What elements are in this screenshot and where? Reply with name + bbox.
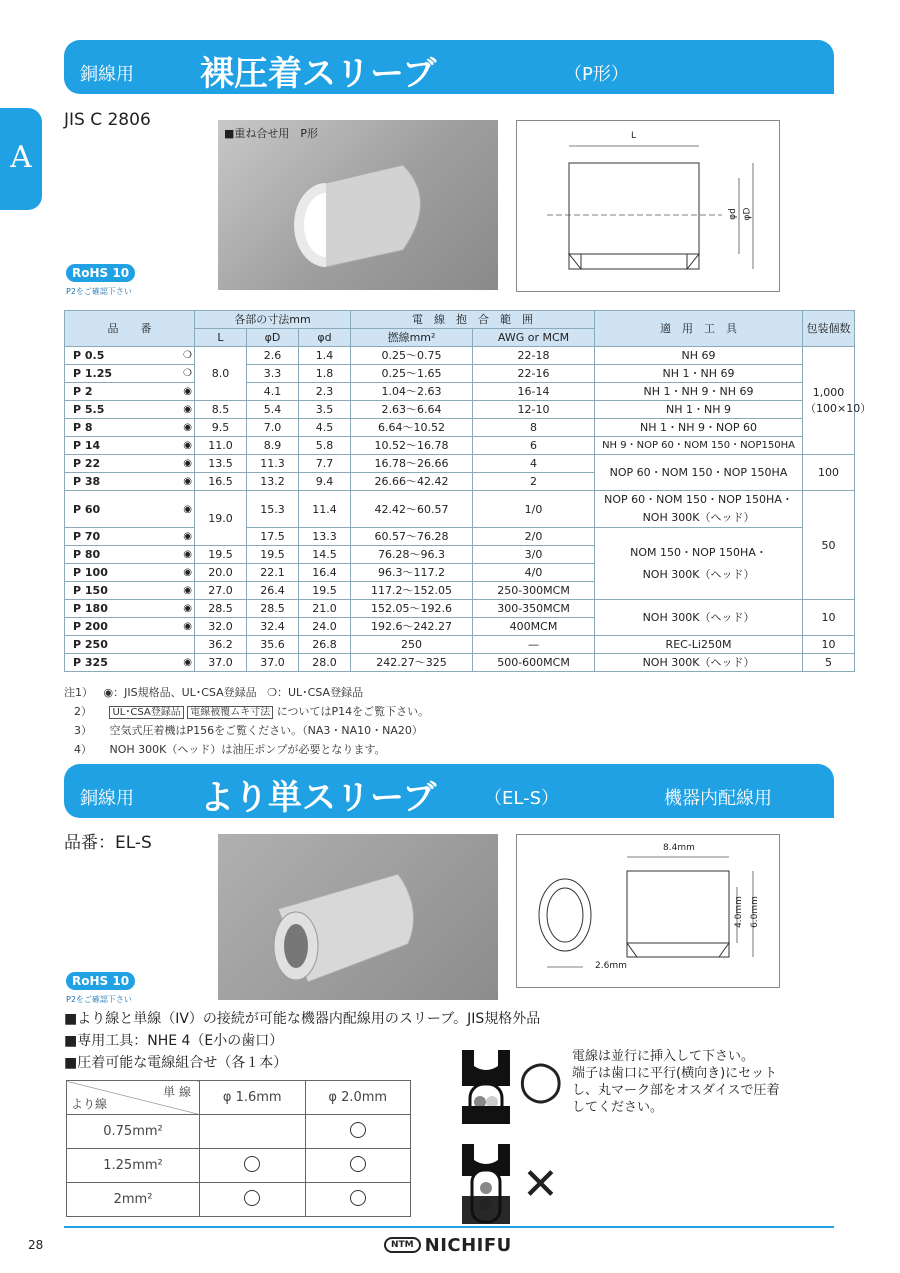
table-row	[65, 491, 855, 528]
tool-line: NOH 300K（ヘッド）	[642, 511, 755, 524]
dim-D: φD	[742, 207, 753, 221]
cell-L: 13.5	[195, 455, 247, 473]
el-s-hinban: 品番：EL-S	[64, 833, 152, 853]
bullet-description: ■より線と単線（IV）の接続が可能な機器内配線用のスリーブ。JIS規格外品	[64, 1011, 541, 1027]
instruction-line: 端子は歯口に平行(横向き)にセット	[572, 1066, 778, 1081]
col-header: φ 2.0mm	[305, 1081, 411, 1115]
cell-D: 8.9	[247, 437, 299, 455]
cell-L: 36.2	[195, 636, 247, 654]
cell-d: 1.4	[299, 347, 351, 365]
note-label: 3）	[74, 724, 92, 737]
section1-banner	[64, 40, 834, 94]
cell-tool: NOH 300K（ヘッド）	[595, 654, 803, 672]
combo-cell	[200, 1115, 306, 1149]
cell-L: 27.0	[195, 582, 247, 600]
cell-awg: 500-600MCM	[473, 654, 595, 672]
cell-tool: NH 1・NH 9・NOP 60	[595, 419, 803, 437]
cert-mark: ❍	[183, 368, 192, 379]
note-text: 空気式圧着機はP156をご覧ください。（NA3・NA10・NA20）	[109, 724, 423, 737]
note-label: 2）	[74, 705, 92, 718]
cell-mm2: 192.6～242.27	[351, 618, 473, 636]
rohs-badge: RoHS 10	[66, 972, 135, 990]
dimension-drawing-el-s	[516, 834, 780, 988]
cell-d: 4.5	[299, 419, 351, 437]
note-text: NOH 300K（ヘッド）は油圧ポンプが必要となります。	[109, 743, 386, 756]
logo-badge: NTM	[384, 1237, 421, 1253]
cert-mark: ◉	[183, 404, 192, 415]
cell-d: 1.8	[299, 365, 351, 383]
cert-mark: ◉	[183, 567, 192, 578]
logo-text: NICHIFU	[424, 1234, 512, 1256]
tool-line: NOH 300K（ヘッド）	[642, 567, 755, 581]
cell-pack: 5	[803, 654, 855, 672]
cell-awg: 12-10	[473, 401, 595, 419]
cell-awg: 2	[473, 473, 595, 491]
cell-mm2: 152.05～192.6	[351, 600, 473, 618]
jis-standard: JIS C 2806	[64, 110, 151, 130]
product-photo-el-s	[218, 834, 498, 1000]
cell-L: 19.0	[195, 491, 247, 546]
sleeve-photo-icon	[218, 120, 498, 290]
section2-title: より単スリーブ	[200, 778, 437, 818]
row-label: 0.75mm²	[67, 1115, 200, 1149]
cell-d: 3.5	[299, 401, 351, 419]
rohs-note: P2をご確認下さい	[66, 287, 132, 296]
bullet-combination: ■圧着可能な電線組合せ（各１本）	[64, 1055, 288, 1071]
cell-D: 3.3	[247, 365, 299, 383]
col-mm2: 撚線mm²	[351, 329, 473, 347]
table-row	[67, 1149, 411, 1183]
cell-mm2: 10.52～16.78	[351, 437, 473, 455]
cell-mm2: 96.3～117.2	[351, 564, 473, 582]
cell-D: 26.4	[247, 582, 299, 600]
ok-circle-icon	[350, 1122, 366, 1138]
part-number: P 200	[73, 620, 108, 633]
cell-mm2: 6.64～10.52	[351, 419, 473, 437]
cert-mark: ◉	[183, 422, 192, 433]
note-text: についてはP14をご覧下さい。	[276, 705, 430, 718]
section1-tag: （P形）	[564, 64, 629, 85]
section2-banner	[64, 764, 834, 818]
cell-tool: REC-Li250M	[595, 636, 803, 654]
ok-circle-icon	[244, 1156, 260, 1172]
cell-D: 5.4	[247, 401, 299, 419]
corner-top: 単 線	[163, 1085, 191, 1099]
table-row	[67, 1115, 411, 1149]
cell-L: 16.5	[195, 473, 247, 491]
cert-mark: ◉	[183, 458, 192, 469]
cell-awg: 8	[473, 419, 595, 437]
cell-mm2: 250	[351, 636, 473, 654]
cell-tool	[595, 528, 803, 600]
cell-mm2: 26.66～42.42	[351, 473, 473, 491]
cell-L: 11.0	[195, 437, 247, 455]
cell-D: 32.4	[247, 618, 299, 636]
part-number: P 8	[73, 421, 93, 434]
note-2	[74, 703, 429, 719]
cert-mark: ◉	[183, 531, 192, 542]
col-range: 電 線 抱 合 範 囲	[351, 311, 595, 329]
cell-tool: NH 1・NH 69	[595, 365, 803, 383]
cell-mm2: 0.25～0.75	[351, 347, 473, 365]
part-number: P 180	[73, 602, 108, 615]
cell-awg: 300-350MCM	[473, 600, 595, 618]
cell-tool	[595, 491, 803, 528]
cell-awg: 22-18	[473, 347, 595, 365]
cell-pack: 10	[803, 636, 855, 654]
table-row	[65, 654, 855, 672]
cell-D: 17.5	[247, 528, 299, 546]
pack-value-detail: （100×10）	[805, 401, 872, 415]
note-4	[74, 741, 385, 757]
dim-length: 8.4mm	[663, 843, 695, 853]
instruction-line: し、丸マーク部をオスダイスで圧着	[572, 1083, 780, 1098]
cell-D: 15.3	[247, 491, 299, 528]
cell-awg: 2/0	[473, 528, 595, 546]
cell-awg: 3/0	[473, 546, 595, 564]
cell-d: 9.4	[299, 473, 351, 491]
crimp-correct-icon	[456, 1046, 516, 1126]
cell-mm2: 117.2～152.05	[351, 582, 473, 600]
cell-awg: 4/0	[473, 564, 595, 582]
cell-awg: 1/0	[473, 491, 595, 528]
cell-d: 19.5	[299, 582, 351, 600]
cell-tool: NOP 60・NOM 150・NOP 150HA	[595, 455, 803, 491]
page-number: 28	[28, 1238, 44, 1252]
part-number: P 80	[73, 548, 101, 561]
tool-line: NOP 60・NOM 150・NOP 150HA・	[604, 493, 793, 506]
cell-L: 19.5	[195, 546, 247, 564]
cell-pack: 50	[803, 491, 855, 600]
combo-cell	[305, 1183, 411, 1217]
combo-cell	[200, 1183, 306, 1217]
note-3	[74, 722, 423, 738]
table-row	[65, 437, 855, 455]
dimension-drawing-p	[516, 120, 780, 292]
cert-mark: ◉	[183, 603, 192, 614]
rohs-note: P2をご確認下さい	[66, 995, 132, 1004]
cell-awg: 400MCM	[473, 618, 595, 636]
ng-mark: ✕	[522, 1159, 559, 1210]
product-photo-p	[218, 120, 498, 290]
cert-mark: ◉	[183, 386, 192, 397]
cell-tool: NH 1・NH 9・NH 69	[595, 383, 803, 401]
cell-tool: NH 9・NOP 60・NOM 150・NOP150HA	[595, 437, 803, 455]
ok-circle-icon	[350, 1190, 366, 1206]
cell-mm2: 76.28～96.3	[351, 546, 473, 564]
part-number: P 325	[73, 656, 108, 669]
table-row	[65, 347, 855, 365]
col-tool: 適 用 工 具	[595, 311, 803, 347]
cell-D: 28.5	[247, 600, 299, 618]
table-row	[65, 419, 855, 437]
cell-awg: 250-300MCM	[473, 582, 595, 600]
cell-mm2: 60.57～76.28	[351, 528, 473, 546]
dim-outer: 6.0mm	[749, 896, 760, 928]
dim-L: L	[631, 131, 637, 141]
cell-d: 21.0	[299, 600, 351, 618]
part-number: P 14	[73, 439, 101, 452]
table-row	[65, 528, 855, 546]
cell-d: 7.7	[299, 455, 351, 473]
cell-D: 11.3	[247, 455, 299, 473]
ok-circle-icon	[350, 1156, 366, 1172]
cell-tool: NH 69	[595, 347, 803, 365]
cell-pack: 100	[803, 455, 855, 491]
section1-sub: 銅線用	[80, 64, 134, 85]
row-label: 1.25mm²	[67, 1149, 200, 1183]
cell-L: 37.0	[195, 654, 247, 672]
corner-cell	[67, 1081, 200, 1115]
section-tab: A	[0, 108, 42, 210]
part-number: P 1.25	[73, 367, 113, 380]
dim-d: φd	[727, 208, 738, 220]
part-number: P 100	[73, 566, 108, 579]
col-D: φD	[247, 329, 299, 347]
cell-L: 8.0	[195, 347, 247, 401]
note-box: 電線被覆ムキ寸法	[187, 706, 273, 719]
section2-sub: 銅線用	[80, 788, 134, 809]
brand-logo	[384, 1233, 512, 1257]
cert-mark: ◉	[183, 503, 192, 515]
col-d: φd	[299, 329, 351, 347]
cell-d: 11.4	[299, 491, 351, 528]
crimp-wrong-icon	[456, 1140, 516, 1226]
cell-mm2: 0.25～1.65	[351, 365, 473, 383]
instruction-line: 電線は並行に挿入して下さい。	[572, 1049, 755, 1064]
part-number: P 2	[73, 385, 93, 398]
ok-mark: ○	[518, 1050, 564, 1110]
table-row	[65, 636, 855, 654]
part-number: P 70	[73, 530, 101, 543]
cert-mark: ◉	[183, 440, 192, 451]
row-label: 2mm²	[67, 1183, 200, 1217]
table-row	[67, 1081, 411, 1115]
photo-caption: ■重ね合せ用 P形	[224, 127, 319, 140]
cell-D: 13.2	[247, 473, 299, 491]
note-box: UL･CSA登録品	[109, 706, 183, 719]
cell-mm2: 42.42～60.57	[351, 491, 473, 528]
cell-tool: NOH 300K（ヘッド）	[595, 600, 803, 636]
cell-awg: 6	[473, 437, 595, 455]
cert-mark: ◉	[183, 549, 192, 560]
part-number: P 5.5	[73, 403, 105, 416]
part-number: P 38	[73, 475, 101, 488]
corner-bottom: より線	[71, 1097, 108, 1111]
cell-awg: 4	[473, 455, 595, 473]
note-text: ❍：UL･CSA登録品	[267, 686, 364, 699]
pack-value: 1,000	[812, 385, 845, 399]
cell-D: 2.6	[247, 347, 299, 365]
crimp-instructions	[572, 1048, 779, 1116]
spec-table	[64, 310, 872, 672]
cell-awg: —	[473, 636, 595, 654]
cell-d: 2.3	[299, 383, 351, 401]
cell-pack	[803, 347, 872, 455]
cell-d: 28.0	[299, 654, 351, 672]
combo-cell	[305, 1149, 411, 1183]
cell-D: 7.0	[247, 419, 299, 437]
dim-inner: 4.0mm	[733, 896, 744, 928]
cell-tool: NH 1・NH 9	[595, 401, 803, 419]
sleeve-photo-icon	[218, 834, 498, 1000]
ok-circle-icon	[244, 1190, 260, 1206]
instruction-line: してください。	[572, 1100, 664, 1115]
part-number: P 150	[73, 584, 108, 597]
note-1	[64, 684, 363, 700]
table-row	[65, 383, 855, 401]
cell-L: 9.5	[195, 419, 247, 437]
note-text: ◉：JIS規格品、UL･CSA登録品	[103, 686, 257, 699]
combo-cell	[200, 1149, 306, 1183]
cert-mark: ◉	[183, 585, 192, 596]
cell-mm2: 2.63～6.64	[351, 401, 473, 419]
cell-d: 26.8	[299, 636, 351, 654]
tool-line: NOM 150・NOP 150HA・	[630, 545, 767, 559]
section1-title: 裸圧着スリーブ	[200, 54, 437, 94]
cell-awg: 16-14	[473, 383, 595, 401]
cell-D: 19.5	[247, 546, 299, 564]
combination-table	[66, 1080, 411, 1217]
part-number: P 22	[73, 457, 101, 470]
part-number: P 250	[73, 638, 108, 651]
note-label: 4）	[74, 743, 92, 756]
part-number: P 60	[73, 502, 101, 516]
section2-tag: （EL-S）	[484, 788, 560, 809]
cell-L: 32.0	[195, 618, 247, 636]
table-row	[67, 1183, 411, 1217]
cell-pack: 10	[803, 600, 855, 636]
table-row	[65, 600, 855, 618]
bullet-tool: ■専用工具：NHE 4（E小の歯口）	[64, 1033, 284, 1049]
cert-mark: ❍	[183, 350, 192, 361]
cell-d: 16.4	[299, 564, 351, 582]
footer-rule	[64, 1226, 834, 1228]
cell-L: 20.0	[195, 564, 247, 582]
cell-L: 28.5	[195, 600, 247, 618]
col-L: L	[195, 329, 247, 347]
cell-D: 22.1	[247, 564, 299, 582]
cell-D: 35.6	[247, 636, 299, 654]
cert-mark: ◉	[183, 621, 192, 632]
cell-L: 8.5	[195, 401, 247, 419]
col-hinban: 品 番	[65, 311, 195, 347]
cell-mm2: 16.78～26.66	[351, 455, 473, 473]
col-pack: 包装個数	[803, 311, 855, 347]
col-awg: AWG or MCM	[473, 329, 595, 347]
section2-tag2: 機器内配線用	[664, 788, 772, 809]
part-number: P 0.5	[73, 349, 105, 362]
sleeve-drawing-icon	[517, 121, 779, 291]
cell-d: 24.0	[299, 618, 351, 636]
col-header: φ 1.6mm	[200, 1081, 306, 1115]
cert-mark: ◉	[183, 657, 192, 668]
cell-d: 13.3	[299, 528, 351, 546]
cell-mm2: 242.27～325	[351, 654, 473, 672]
combo-cell	[305, 1115, 411, 1149]
table-row	[65, 401, 855, 419]
table-row	[65, 455, 855, 473]
table-row	[65, 365, 855, 383]
col-dims: 各部の寸法mm	[195, 311, 351, 329]
cell-d: 14.5	[299, 546, 351, 564]
cell-D: 4.1	[247, 383, 299, 401]
cell-mm2: 1.04～2.63	[351, 383, 473, 401]
cell-D: 37.0	[247, 654, 299, 672]
note-label: 注1）	[64, 686, 93, 699]
cert-mark: ◉	[183, 476, 192, 487]
cell-d: 5.8	[299, 437, 351, 455]
cell-awg: 22-16	[473, 365, 595, 383]
rohs-badge: RoHS 10	[66, 264, 135, 282]
dim-small: 2.6mm	[595, 961, 627, 971]
